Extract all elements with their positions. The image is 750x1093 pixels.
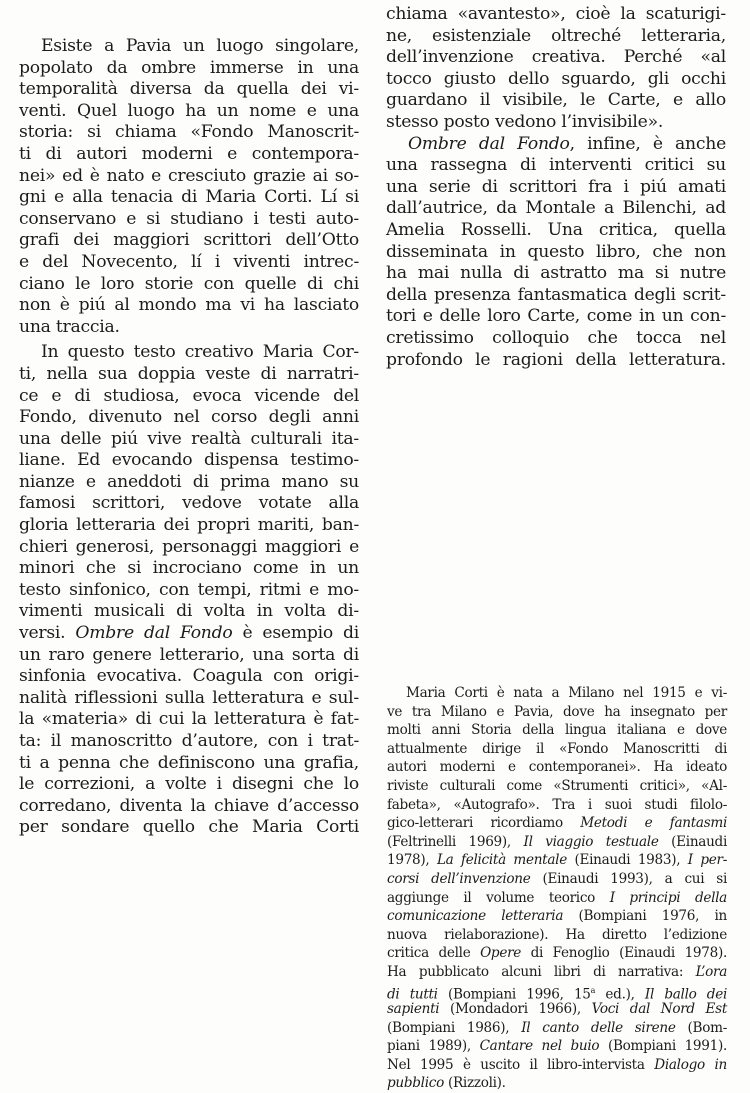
- text-line: nei» ed è nato e cresciuto grazie ai so-: [19, 165, 359, 186]
- bio-line: piani 1989), Cantare nel buio (Bompiani 1991).: [387, 1038, 727, 1055]
- text-line: ha mai nulla di astratto ma si nutre: [386, 263, 726, 284]
- text-line: dall’autrice, da Montale a Bilenchi, ad: [386, 198, 726, 219]
- text-line: venti. Quel luogo ha un nome e una: [19, 100, 359, 121]
- text-line: un raro genere letterario, una sorta di: [19, 644, 359, 665]
- paragraph-continuation: [386, 4, 726, 134]
- bio-line: attualmente dirige il «Fondo Manoscritti di: [387, 740, 727, 757]
- bio-line: nuova rielaborazione). Ha diretto l’edizione: [387, 926, 727, 943]
- bio-line: autori moderni e contemporanei». Ha ideato: [387, 759, 727, 776]
- bio-line: sapienti (Mondadori 1966), Voci dal Nord Est: [387, 1001, 727, 1018]
- paragraph-description: [19, 342, 359, 839]
- bio-line: Maria Corti è nata a Milano nel 1915 e vi-: [406, 685, 727, 701]
- bio-line: di tutti (Bompiani 1996, 15$^a$ ed.), Il ballo dei: [387, 985, 728, 1003]
- bio-line: pubblico (Rizzoli).: [387, 1075, 506, 1092]
- bio-line: fabeta», «Autografo». Tra i suoi studi filolo-: [387, 796, 727, 813]
- text-line: chiama «avantesto», cioè la scaturigi-: [386, 4, 726, 24]
- text-line: vimenti musicali di volta in volta di-: [19, 601, 359, 622]
- left-column: [19, 36, 359, 839]
- text-line: e del Novecento, lí i viventi intrec-: [19, 251, 359, 272]
- author-bio: [387, 684, 727, 1093]
- text-line: Fondo, divenuto nel corso degli anni: [19, 407, 359, 428]
- text-line: popolato da ombre immerse in una: [19, 57, 359, 78]
- text-line: una traccia.: [19, 316, 120, 337]
- bio-line: ve tra Milano e Pavia, dove ha insegnato per: [387, 703, 727, 720]
- text-line: Ombre dal Fondo, infine, è anche: [408, 133, 726, 154]
- paragraph-critique: [386, 134, 726, 372]
- bio-line: 1978), La felicità mentale (Einaudi 1983), I per-: [387, 852, 727, 869]
- text-line: ta: il manoscritto d’autore, con i trat-: [19, 731, 359, 751]
- text-line: dell’invenzione creativa. Perché «al: [386, 47, 726, 68]
- text-line: ti a penna che definiscono una grafia,: [19, 752, 359, 773]
- text-line: tocco giusto dello sguardo, gli occhi: [386, 68, 726, 89]
- paragraph-intro: [19, 36, 359, 338]
- text-line: chieri generosi, personaggi maggiori e: [19, 536, 359, 557]
- bio-line: corsi dell’invenzione (Einaudi 1993), a cui si: [387, 870, 727, 887]
- text-line: famosi scrittori, vedove votate alla: [19, 493, 359, 514]
- text-line: la «materia» di cui la letteratura è fat-: [19, 709, 359, 730]
- text-line: versi. Ombre dal Fondo è esempio di: [19, 623, 359, 644]
- text-line: Amelia Rosselli. Una critica, quella: [386, 219, 726, 240]
- text-line: testo sinfonico, con tempi, ritmi e mo-: [19, 579, 359, 600]
- text-line: stesso posto vedono l’invisibile».: [386, 111, 664, 132]
- bio-line: molti anni Storia della lingua italiana e dove: [387, 722, 727, 739]
- text-line: disseminata in questo libro, che non: [386, 241, 726, 262]
- text-line: ciano le loro storie con quelle di chi: [19, 273, 359, 294]
- bio-line: critica delle Opere di Fenoglio (Einaudi 1978).: [387, 945, 727, 962]
- text-line: temporalità diversa da quella dei vi-: [19, 79, 359, 100]
- text-line: ti, nella sua doppia veste di narratri-: [19, 363, 359, 384]
- bio-line: (Bompiani 1986), Il canto delle sirene (Bom-: [387, 1019, 728, 1036]
- text-line: nalità riflessioni sulla letteratura e sul-: [19, 687, 359, 708]
- book-title: Ombre dal Fondo: [408, 133, 570, 154]
- text-line: della presenza fantasmatica degli scrit-: [386, 284, 726, 305]
- text-line: storia: si chiama «Fondo Manoscrit-: [19, 122, 359, 143]
- bio-line: Nel 1995 è uscito il libro-intervista Dialogo in: [387, 1056, 727, 1073]
- text-line: In questo testo creativo Maria Cor-: [41, 342, 359, 363]
- text-line: ne, esistenziale oltreché letteraria,: [386, 25, 726, 46]
- text-line: tori e delle loro Carte, come in un con-: [386, 306, 726, 327]
- text-line: ti di autori moderni e contempora-: [19, 143, 359, 164]
- text-line: corredano, diventa la chiave d’accesso: [19, 795, 359, 816]
- text-line: grafi dei maggiori scrittori dell’Otto: [19, 230, 359, 251]
- text-line: non è piú al mondo ma vi ha lasciato: [19, 295, 359, 316]
- text-line: minori che si incrociano come in un: [19, 558, 359, 579]
- text-line: Esiste a Pavia un luogo singolare,: [41, 36, 359, 56]
- bio-line: gico-letterari ricordiamo Metodi e fantasmi: [387, 815, 728, 832]
- bio-line: (Feltrinelli 1969), Il viaggio testuale (Einaudi: [387, 833, 727, 850]
- bio-line: aggiunge il volume teorico I principi della: [387, 889, 727, 906]
- text-line: guardano il visibile, le Carte, e allo: [386, 90, 726, 111]
- text-line: gloria letteraria dei propri mariti, ban-: [19, 515, 359, 536]
- bio-line: Ha pubblicato alcuni libri di narrativa: L’ora: [387, 963, 727, 980]
- text-line: sinfonia evocativa. Coagula con origi-: [19, 666, 359, 687]
- text-line: conservano e si studiano i testi auto-: [19, 208, 359, 229]
- text-line: una rassegna di interventi critici su: [386, 155, 726, 176]
- text-line: le correzioni, a volte i disegni che lo: [19, 774, 359, 795]
- text-line: ce e di studiosa, evoca vicende del: [19, 385, 359, 406]
- book-title: Ombre dal Fondo: [75, 623, 233, 644]
- bio-line: comunicazione letteraria (Bompiani 1976, in: [387, 908, 728, 925]
- text-line: gni e alla tenacia di Maria Corti. Lí si: [19, 187, 359, 208]
- text-line: una serie di scrittori fra i piú amati: [386, 176, 726, 197]
- text-line: cretissimo colloquio che tocca nel: [386, 327, 726, 348]
- text-line: profondo le ragioni della letteratura.: [386, 349, 726, 370]
- text-line: nianze e aneddoti di prima mano su: [19, 471, 359, 492]
- text-line: una delle piú vive realtà culturali ita-: [19, 428, 359, 449]
- text-line: per sondare quello che Maria Corti: [19, 817, 359, 838]
- bio-line: riviste culturali come «Strumenti critici», «Al-: [387, 777, 727, 794]
- text-line: liane. Ed evocando dispensa testimo-: [19, 450, 359, 471]
- right-column: [386, 4, 726, 371]
